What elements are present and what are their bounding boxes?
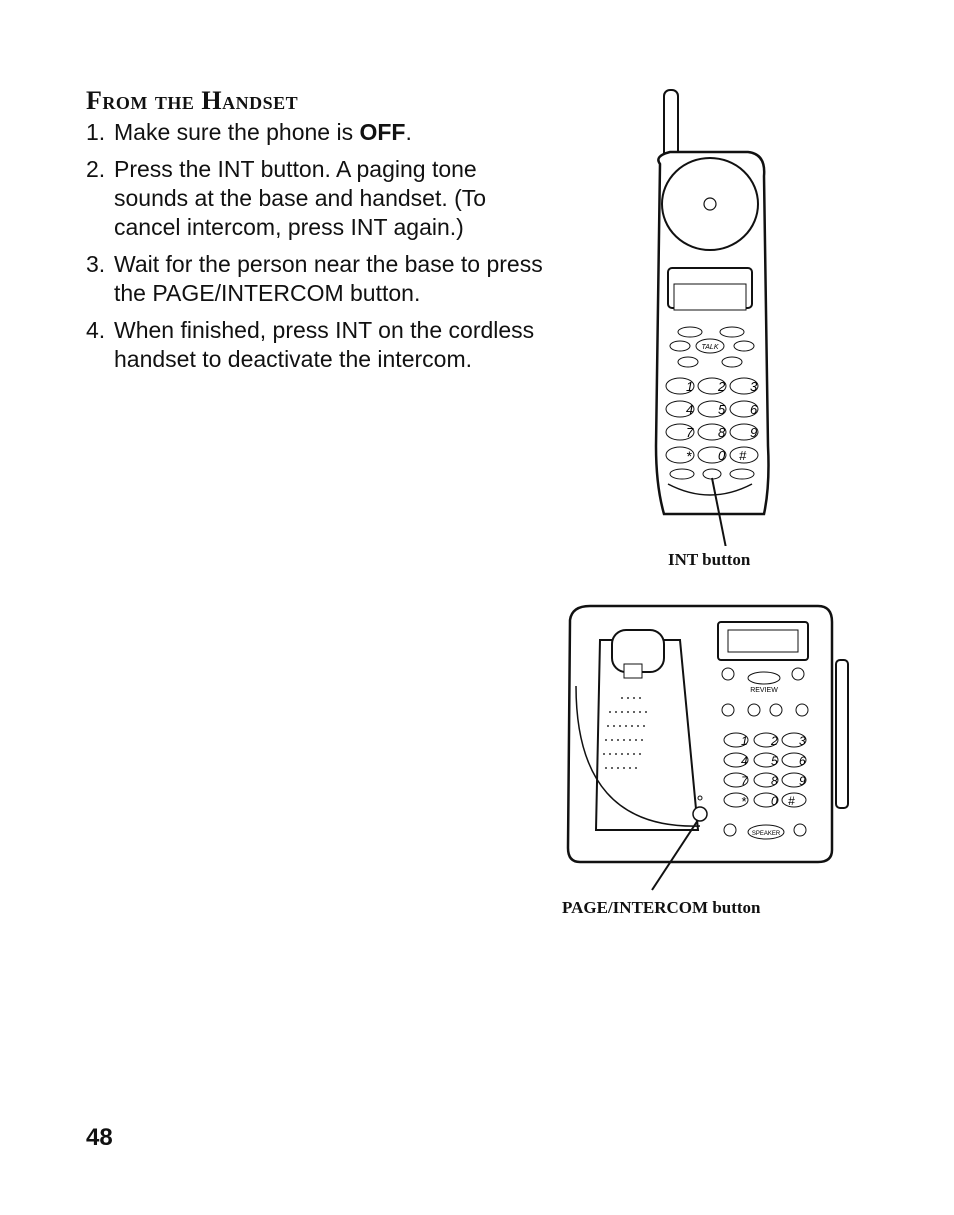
- base-key: 9: [799, 774, 806, 788]
- handset-key: *: [686, 448, 692, 464]
- handset-key: 9: [750, 425, 758, 440]
- section-heading: From the Handset: [86, 86, 299, 115]
- base-key: 0: [771, 794, 778, 808]
- base-key: 4: [741, 754, 748, 768]
- speaker-label: SPEAKER: [751, 831, 781, 837]
- page-number: 48: [86, 1124, 113, 1151]
- handset-key: 0: [718, 448, 726, 463]
- base-key: 1: [741, 734, 748, 748]
- base-key: 6: [799, 754, 806, 768]
- step-3: [86, 250, 556, 308]
- step-text: Make sure the phone is: [114, 119, 360, 145]
- base-key: 2: [771, 734, 778, 748]
- talk-label: TALK: [701, 344, 719, 351]
- base-key: *: [741, 794, 747, 809]
- handset-key: 5: [718, 402, 726, 417]
- step-number: 3.: [86, 251, 106, 277]
- base-illustration: [560, 600, 860, 900]
- earpiece: [662, 158, 758, 250]
- handset-key: 6: [750, 402, 758, 417]
- instruction-steps: [86, 118, 556, 382]
- step-text: When finished, press INT on the cordless handset to deactivate the intercom.: [114, 317, 535, 372]
- step-bold-text: OFF: [359, 119, 406, 145]
- handset-key: #: [739, 448, 747, 463]
- base-antenna: [836, 660, 848, 808]
- handset-key: 1: [686, 379, 694, 394]
- handset-key: 4: [686, 402, 694, 417]
- handset-key: 3: [750, 379, 758, 394]
- handset-key: 8: [718, 425, 726, 440]
- step-text: Press the INT button. A paging tone sounds at the base and handset. (To cancel intercom, press INT again.): [114, 156, 487, 240]
- step-4: [86, 316, 556, 374]
- step-number: 1.: [86, 119, 106, 145]
- step-1: [86, 118, 556, 147]
- handset-illustration: [640, 86, 780, 546]
- base-key: 3: [799, 734, 806, 748]
- page-intercom-caption: PAGE/INTERCOM button: [562, 898, 761, 917]
- base-key: 8: [771, 774, 778, 788]
- handset-key: 7: [686, 425, 694, 440]
- handset-key: 2: [718, 379, 726, 394]
- base-key: 7: [741, 774, 748, 788]
- base-key: 5: [771, 754, 778, 768]
- page-intercom-button[interactable]: [693, 807, 707, 821]
- step-2: [86, 155, 556, 242]
- step-number: 2.: [86, 156, 106, 182]
- step-text-end: .: [405, 119, 412, 145]
- base-key: #: [788, 794, 795, 808]
- step-text: Wait for the person near the base to press the PAGE/INTERCOM button.: [114, 251, 543, 306]
- review-label: REVIEW: [750, 687, 778, 694]
- step-number: 4.: [86, 317, 106, 343]
- int-button[interactable]: [703, 469, 721, 479]
- int-button-caption: INT button: [668, 550, 751, 569]
